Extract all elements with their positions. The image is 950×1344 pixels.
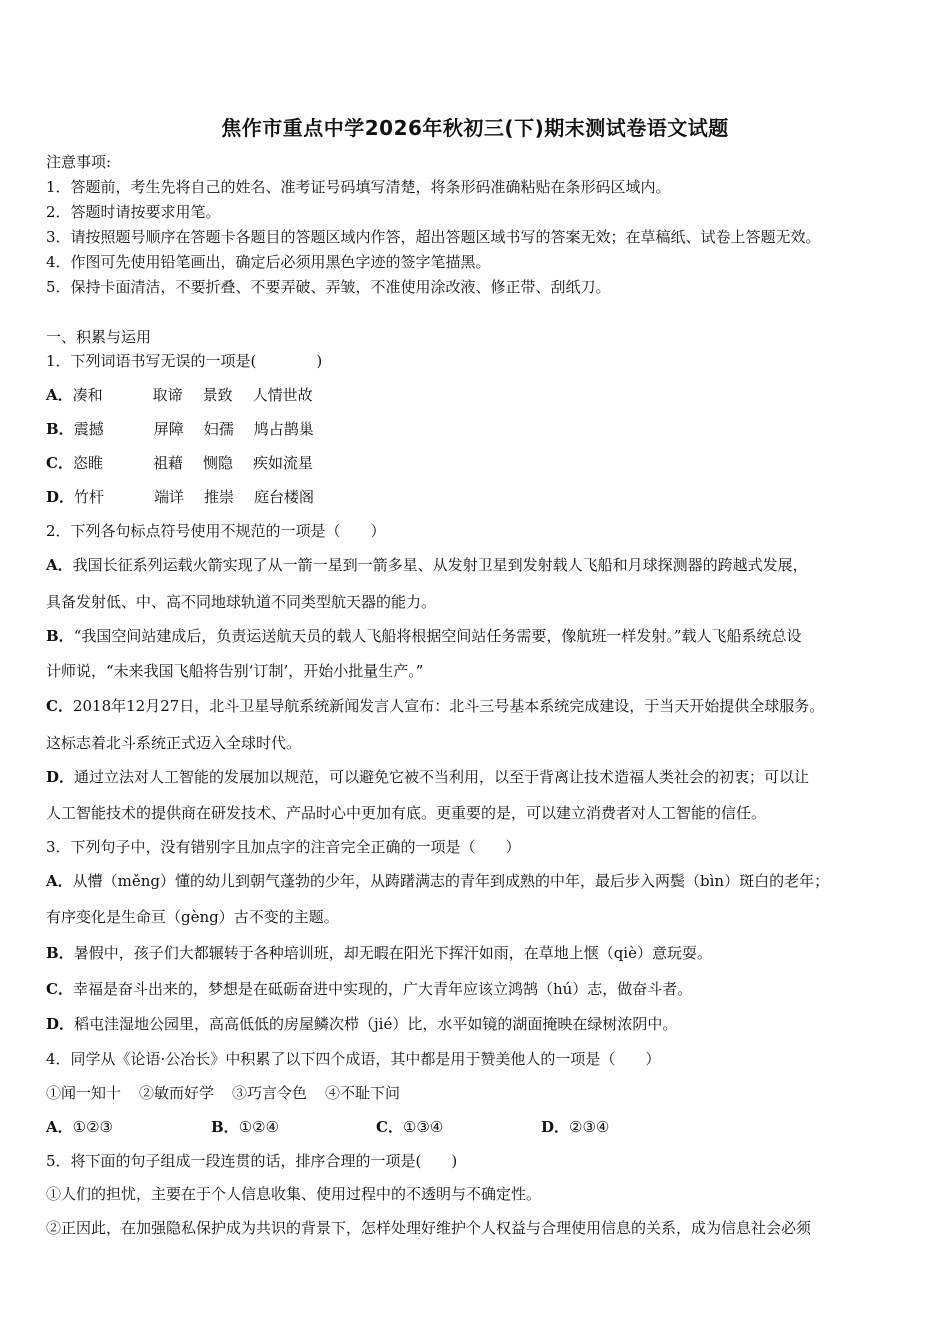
q3-option-a-line2: 有序变化是生命亘（gèng）古不变的主题。: [46, 908, 339, 926]
q3-option-a-line1: [46, 871, 829, 891]
option-word: 震撼: [73, 420, 104, 438]
q4-option-d: [541, 1118, 609, 1136]
q4-item: ④不耻下问: [325, 1084, 401, 1102]
q3-stem: 3．下列句子中，没有错别字且加点字的注音完全正确的一项是（ ）: [46, 838, 521, 856]
section-heading: 一、积累与运用: [46, 328, 152, 346]
option-text: 通过立法对人工智能的发展加以规范，可以避免它被不当利用，以至于背离让技术造福人类社会的初衷；可以让: [74, 768, 810, 786]
q2-option-c-line1: [46, 696, 824, 716]
q3-option-c: [46, 979, 692, 999]
option-value: ①②④: [238, 1118, 280, 1136]
q4-item: ①闻一知十: [46, 1084, 122, 1102]
option-word: 景致: [202, 386, 233, 404]
option-text: 2018年12月27日，北斗卫星导航系统新闻发言人宣布：北斗三号基本系统完成建设，于当天开始提供全球服务。: [72, 697, 825, 715]
q4-item: ③巧言令色: [232, 1084, 308, 1102]
q5-sentence-2: ②正因此，在加强隐私保护成为共识的背景下，怎样处理好维护个人权益与合理使用信息的关系，成为信息社会必须: [46, 1219, 812, 1237]
notice-item-5: 5．保持卡面清洁，不要折叠、不要弄破、弄皱，不准使用涂改液、修正带、刮纸刀。: [46, 278, 611, 296]
option-label: C．: [46, 697, 73, 715]
option-word: 推崇: [204, 488, 235, 506]
option-label: A．: [46, 556, 73, 574]
q2-option-d-line1: [46, 767, 809, 787]
q2-option-c-line2: 这标志着北斗系统正式迈入全球时代。: [46, 734, 302, 752]
q4-item: ②敏而好学: [139, 1084, 215, 1102]
q4-stem: 4．同学从《论语·公冶长》中积累了以下四个成语，其中都是用于赞美他人的一项是（ ）: [46, 1050, 661, 1068]
option-label: A．: [46, 386, 73, 404]
option-word: 疾如流星: [252, 454, 313, 472]
notice-heading: 注意事项:: [46, 153, 112, 171]
option-text: 我国长征系列运载火箭实现了从一箭一星到一箭多星、从发射卫星到发射载人飞船和月球探测器的跨越式发展，: [72, 556, 808, 574]
q4-option-c: [376, 1117, 541, 1137]
notice-item-1: 1．答题前，考生先将自己的姓名、准考证号码填写清楚，将条形码准确粘贴在条形码区域内。: [46, 178, 671, 196]
option-word: 屏障: [153, 420, 184, 438]
q2-stem: 2．下列各句标点符号使用不规范的一项是（ ）: [46, 522, 386, 540]
notice-item-3: 3．请按照题号顺序在答题卡各题目的答题区域内作答，超出答题区域书写的答案无效；在草稿纸、试卷上答题无效。: [46, 228, 821, 246]
option-label: D．: [541, 1118, 570, 1136]
q4-option-a: [46, 1117, 211, 1137]
option-word: 端详: [154, 488, 185, 506]
option-word: 庭台楼阁: [254, 488, 315, 506]
option-value: ①③④: [402, 1118, 444, 1136]
option-label: C．: [376, 1118, 403, 1136]
option-word: 凑和: [72, 386, 103, 404]
option-label: B．: [211, 1118, 239, 1136]
q1-option-a: [46, 385, 335, 405]
q3-option-d: [46, 1014, 677, 1034]
option-label: D．: [46, 488, 75, 506]
option-word: 人情世故: [252, 386, 313, 404]
exam-title: 焦作市重点中学2026年秋初三(下)期末测试卷语文试题: [221, 116, 729, 140]
option-label: A．: [46, 1118, 73, 1136]
q1-option-b: [46, 419, 336, 439]
q3-option-b: [46, 943, 712, 963]
q4-options: [46, 1117, 609, 1137]
option-label: D．: [46, 768, 75, 786]
option-word: 祖藉: [152, 454, 183, 472]
option-label: B．: [46, 627, 74, 645]
q2-option-b-line1: [46, 626, 802, 646]
option-value: ②③④: [569, 1118, 610, 1136]
option-word: 恻隐: [202, 454, 233, 472]
q1-stem: 1．下列词语书写无误的一项是( ): [46, 352, 323, 370]
option-word: 竹杆: [74, 488, 105, 506]
option-value: ①②③: [72, 1118, 113, 1136]
q2-option-d-line2: 人工智能技术的提供商在研发技术、产品时心中更加有底。更重要的是，可以建立消费者对人工智能的信任。: [46, 804, 767, 822]
option-word: 鸠占鹊巢: [253, 420, 314, 438]
option-text: 从懵（měng）懂的幼儿到朝气蓬勃的少年，从踌躇满志的青年到成熟的中年，最后步入两鬓（bìn）斑白的老年；: [72, 872, 830, 890]
option-word: 恣睢: [72, 454, 103, 472]
option-text: 幸福是奋斗出来的，梦想是在砥砺奋进中实现的，广大青年应该立鸿鹄（hú）志，做奋斗者。: [72, 980, 693, 998]
option-text: “我国空间站建成后，负责运送航天员的载人飞船将根据空间站任务需要，像航班一样发射。”载人飞船系统总设: [73, 627, 802, 645]
notice-item-2: 2．答题时请按要求用笔。: [46, 203, 221, 221]
q5-stem: 5．将下面的句子组成一段连贯的话，排序合理的一项是( ): [46, 1152, 458, 1170]
q1-option-d: [46, 487, 336, 507]
q4-items: [46, 1083, 400, 1103]
q2-option-a-line1: [46, 555, 808, 575]
q4-option-b: [211, 1117, 376, 1137]
option-label: C．: [46, 980, 73, 998]
option-text: 稻屯洼湿地公园里，高高低低的房屋鳞次栉（jié）比，水平如镜的湖面掩映在绿树浓阴中。: [74, 1015, 678, 1033]
option-word: 取谛: [152, 386, 183, 404]
option-label: B．: [46, 944, 74, 962]
q2-option-b-line2: 计师说，“未来我国飞船将告别‘订制’，开始小批量生产。”: [46, 662, 424, 680]
option-label: B．: [46, 420, 74, 438]
option-text: 暑假中，孩子们大都辗转于各种培训班，却无暇在阳光下挥汗如雨，在草地上惬（qiè）意玩耍。: [73, 944, 712, 962]
option-word: 妇孺: [203, 420, 234, 438]
option-label: C．: [46, 454, 73, 472]
q1-option-c: [46, 453, 335, 473]
option-label: D．: [46, 1015, 75, 1033]
notice-item-4: 4．作图可先使用铅笔画出，确定后必须用黑色字迹的签字笔描黑。: [46, 253, 491, 271]
q2-option-a-line2: 具备发射低、中、高不同地球轨道不同类型航天器的能力。: [46, 593, 437, 611]
option-label: A．: [46, 872, 73, 890]
q5-sentence-1: ①人们的担忧，主要在于个人信息收集、使用过程中的不透明与不确定性。: [46, 1185, 542, 1203]
